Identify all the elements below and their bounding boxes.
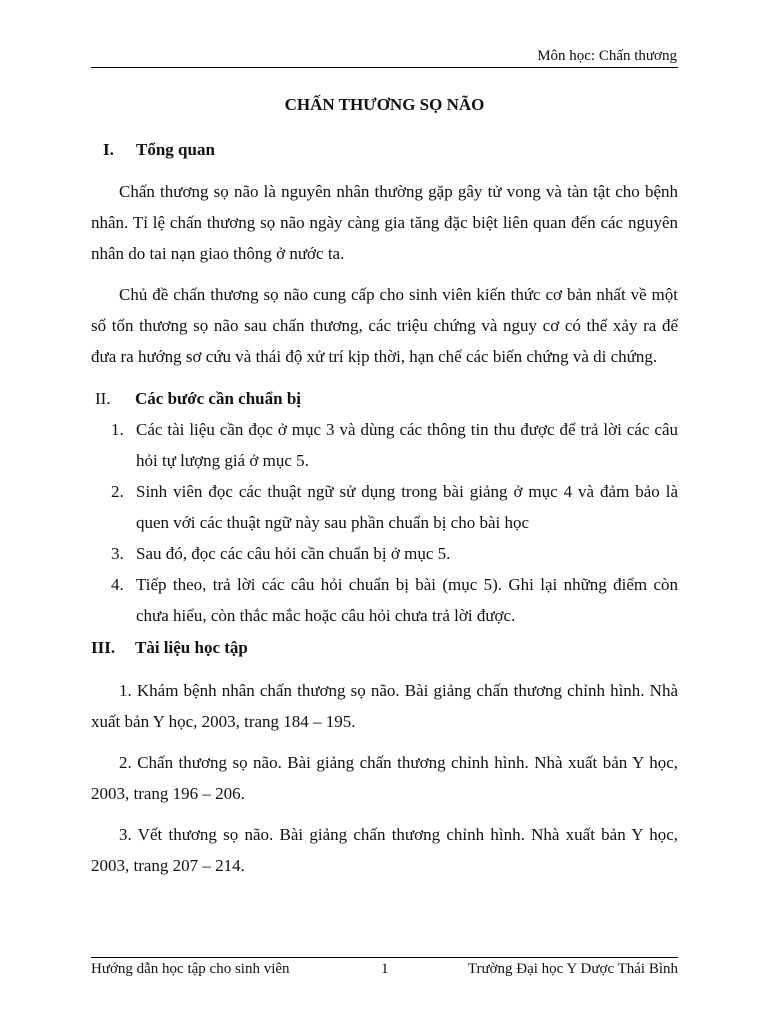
list-number: 1. bbox=[111, 420, 124, 439]
page-content bbox=[91, 94, 678, 881]
list-item bbox=[91, 476, 678, 538]
section-title: Tài liệu học tập bbox=[135, 638, 248, 657]
reference-item: 3. Vết thương sọ não. Bài giảng chấn thương chỉnh hình. Nhà xuất bản Y học, 2003, trang 207 – 214. bbox=[91, 825, 678, 875]
document-title: CHẤN THƯƠNG SỌ NÃO bbox=[284, 95, 485, 114]
reference-item: 2. Chấn thương sọ não. Bài giảng chấn thương chỉnh hình. Nhà xuất bản Y học, 2003, trang 196 – 206. bbox=[91, 753, 678, 803]
paragraph: Chủ đề chấn thương sọ não cung cấp cho sinh viên kiến thức cơ bản nhất về một số tổn thương sọ não sau chấn thương, các triệu chứng và nguy cơ có thể xảy ra để đưa ra hướng sơ cứu và thái độ xử trí kịp thời, hạn chế các biến chứng và di chứng. bbox=[91, 285, 678, 366]
section-heading-preparation bbox=[91, 388, 678, 410]
list-item bbox=[91, 538, 678, 569]
list-text: Sau đó, đọc các câu hỏi cần chuẩn bị ở mục 5. bbox=[136, 544, 451, 563]
section-number: I. bbox=[103, 140, 114, 159]
list-number: 2. bbox=[111, 482, 124, 501]
list-text: Các tài liệu cần đọc ở mục 3 và dùng các thông tin thu được để trả lời các câu hỏi tự lượng giá ở mục 5. bbox=[136, 420, 678, 470]
section-title: Tổng quan bbox=[136, 140, 215, 159]
footer-left-text: Hướng dẫn học tập cho sinh viên bbox=[91, 961, 290, 977]
section-heading-overview bbox=[91, 139, 678, 161]
section-title: Các bước cần chuẩn bị bbox=[135, 389, 302, 408]
list-text: Tiếp theo, trả lời các câu hỏi chuẩn bị bài (mục 5). Ghi lại những điểm còn chưa hiểu, còn thắc mắc hoặc câu hỏi chưa trả lời được. bbox=[136, 575, 678, 625]
section-number: III. bbox=[91, 638, 116, 657]
footer-rule bbox=[91, 957, 678, 958]
list-text: Sinh viên đọc các thuật ngữ sử dụng trong bài giảng ở mục 4 và đảm bảo là quen với các thuật ngữ này sau phần chuẩn bị cho bài học bbox=[136, 482, 678, 532]
header-rule bbox=[91, 67, 678, 68]
list-item bbox=[91, 414, 678, 476]
preparation-list bbox=[91, 414, 678, 631]
footer-right-text: Trường Đại học Y Dược Thái Bình bbox=[467, 961, 678, 977]
section-heading-materials bbox=[91, 637, 678, 659]
list-item bbox=[91, 569, 678, 631]
list-number: 4. bbox=[111, 575, 124, 594]
list-number: 3. bbox=[111, 544, 124, 563]
reference-item: 1. Khám bệnh nhân chấn thương sọ não. Bài giảng chấn thương chỉnh hình. Nhà xuất bản Y học, 2003, trang 184 – 195. bbox=[91, 681, 678, 731]
paragraph: Chấn thương sọ não là nguyên nhân thường gặp gây tử vong và tàn tật cho bệnh nhân. Tỉ lệ chấn thương sọ não ngày càng gia tăng đặc biệt liên quan đến các nguyên nhân do tai nạn giao thông ở nước ta. bbox=[91, 182, 678, 263]
section-number: II. bbox=[95, 389, 111, 408]
page-number: 1 bbox=[381, 961, 389, 977]
running-header: Môn học: Chấn thương bbox=[537, 48, 677, 64]
